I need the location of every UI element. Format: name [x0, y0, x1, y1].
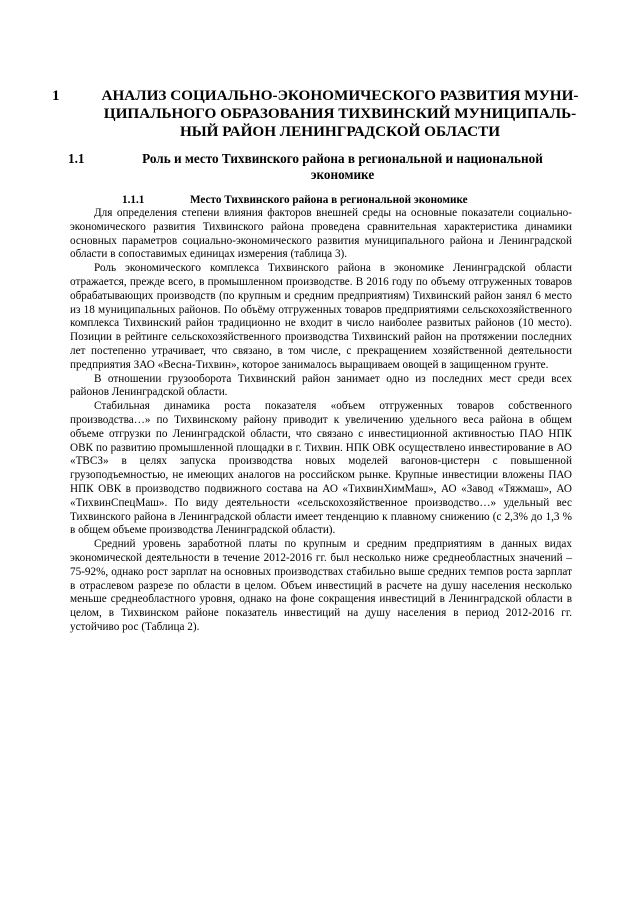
paragraph: Роль экономического комплекса Тихвинского района в экономике Ленинградской области отражается, прежде всего, в промышленном производстве. В 2016 году по объему отгруженных товаров обрабатывающих производств (по крупным и средним предприятиям) Тихвинский район занял 6 место из 18 муниципальных районов. По объёму отгруженных товаров предприятиями сельскохозяйственного комплекса Тихвинский район традиционно не входит в число наиболее развитых районов (10 место). Позиции в рейтинге сельскохозяйственного производства Тихвинский район на протяжении последних лет постепенно утрачивает, что связано, в том числе, с прекращением хозяйственной деятельности предприятия ЗАО «Весна-Тихвин», которое занималось выращиваем овощей в защищенном грунте. [70, 262, 572, 371]
chapter-title: АНАЛИЗ СОЦИАЛЬНО-ЭКОНОМИЧЕСКОГО РАЗВИТИЯ МУНИ-ЦИПАЛЬНОГО ОБРАЗОВАНИЯ ТИХВИНСКИЙ МУНИЦИПАЛЬ-НЫЙ РАЙОН ЛЕНИНГРАДСКОЙ ОБЛАСТИ [101, 87, 579, 141]
subsection-number: 1.1.1 [122, 194, 145, 206]
paragraph: Для определения степени влияния факторов внешней среды на основные показатели социально-экономического развития Тихвинского района проведена сравнительная характеристика динамики основных параметров социально-экономического развития муниципального района и Ленинградской области в сопоставимых единицах измерения (таблица 3). [70, 207, 572, 261]
paragraph: Средний уровень заработной платы по крупным и средним предприятиям в данных видах экономической деятельности в течение 2012-2016 гг. был несколько ниже среднеобластных значений – 75-92%, однако рост зарплат на основных производствах стабильно выше средних темпов роста зарплат в отраслевом разрезе по области в целом. Объем инвестиций в расчете на душу населения несколько меньше среднеобластного уровня, однако на фоне сокращения инвестиций в Ленинградской области в целом, в Тихвинском районе показатель инвестиций на душу населения в период 2012-2016 гг. устойчиво рос (Таблица 2). [70, 538, 572, 633]
paragraph: Стабильная динамика роста показателя «объем отгруженных товаров собственного производства…» по Тихвинскому району приводит к увеличению удельного веса района в общем объеме отгрузки по Ленинградской области, что связано с инвестиционной активностью ПАО НПК ОВК по развитию промышленной площадки в г. Тихвин. НПК ОВК осуществлено инвестирование в АО «ТВСЗ» в целях запуска производства новых моделей вагонов-цистерн с повышенной грузоподъемностью, не имеющих аналогов на российском рынке. Крупные инвестиции вложены ПАО НПК ОВК в производство подвижного состава на АО «ТихвинХимМаш», АО «Завод «Тяжмаш», АО «ТихвинСпецМаш». По виду деятельности «сельскохозяйственное производство…» удельный вес Тихвинского района в Ленинградской области имеет тенденцию к плавному снижению (с 2,3% до 1,3 % в общем объеме производства Ленинградской области). [70, 400, 572, 537]
chapter-number: 1 [52, 87, 60, 104]
paragraph: В отношении грузооборота Тихвинский район занимает одно из последних мест среди всех районов Ленинградской области. [70, 372, 572, 399]
section-number: 1.1 [68, 151, 85, 166]
subsection-heading [122, 193, 542, 207]
section-title: Роль и место Тихвинского района в региональной и национальной экономике [142, 151, 543, 182]
body-text [70, 207, 572, 635]
subsection-title: Место Тихвинского района в региональной экономике [190, 194, 468, 206]
chapter-heading [52, 87, 592, 142]
section-heading [68, 151, 573, 183]
